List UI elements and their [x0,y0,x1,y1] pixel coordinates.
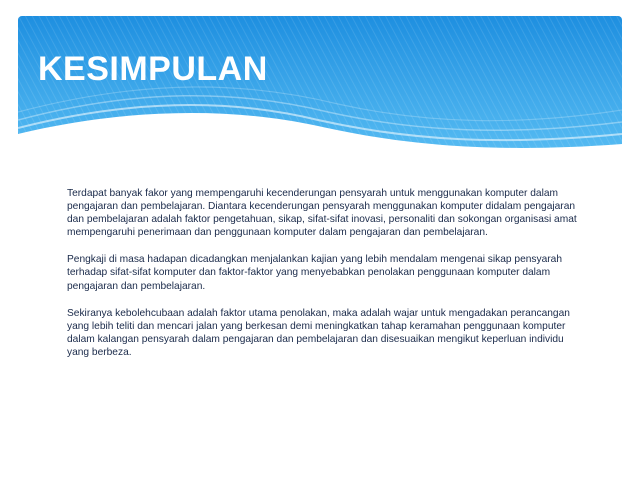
wave-background [18,16,622,166]
paragraph: Terdapat banyak fakor yang mempengaruhi kecenderungan pensyarah untuk menggunakan komputer dalam pengajaran dan pembelajaran. Diantara kecenderungan pensyarah menggunakan komputer didalam pengajaran dan pembelajaran adalah faktor pengetahuan, sikap, sifat-sifat inovasi, personaliti dan sokongan organisasi amat mempengaruhi penerimaan dan penggunaan komputer dalam pengajaran dan pembelajaran. [67,188,577,239]
title-banner [18,16,622,166]
paragraph: Sekiranya kebolehcubaan adalah faktor utama penolakan, maka adalah wajar untuk mengadakan perancangan yang lebih teliti dan mencari jalan yang berkesan demi meningkatkan tahap keramahan penggunaan komputer dalam kalangan pensyarah dalam pengajaran dan pembelajaran dan disesuaikan mengikut keperluan individu yang berbeza. [67,307,570,358]
paragraph: Pengkaji di masa hadapan dicadangkan menjalankan kajian yang lebih mendalam mengenai sikap pensyarah terhadap sifat-sifat komputer dan faktor-faktor yang menyebabkan penolakan penggunaan komputer dalam pengajaran dan pembelajaran. [67,254,562,292]
slide-body [67,187,577,373]
slide-title: KESIMPULAN [38,50,268,88]
